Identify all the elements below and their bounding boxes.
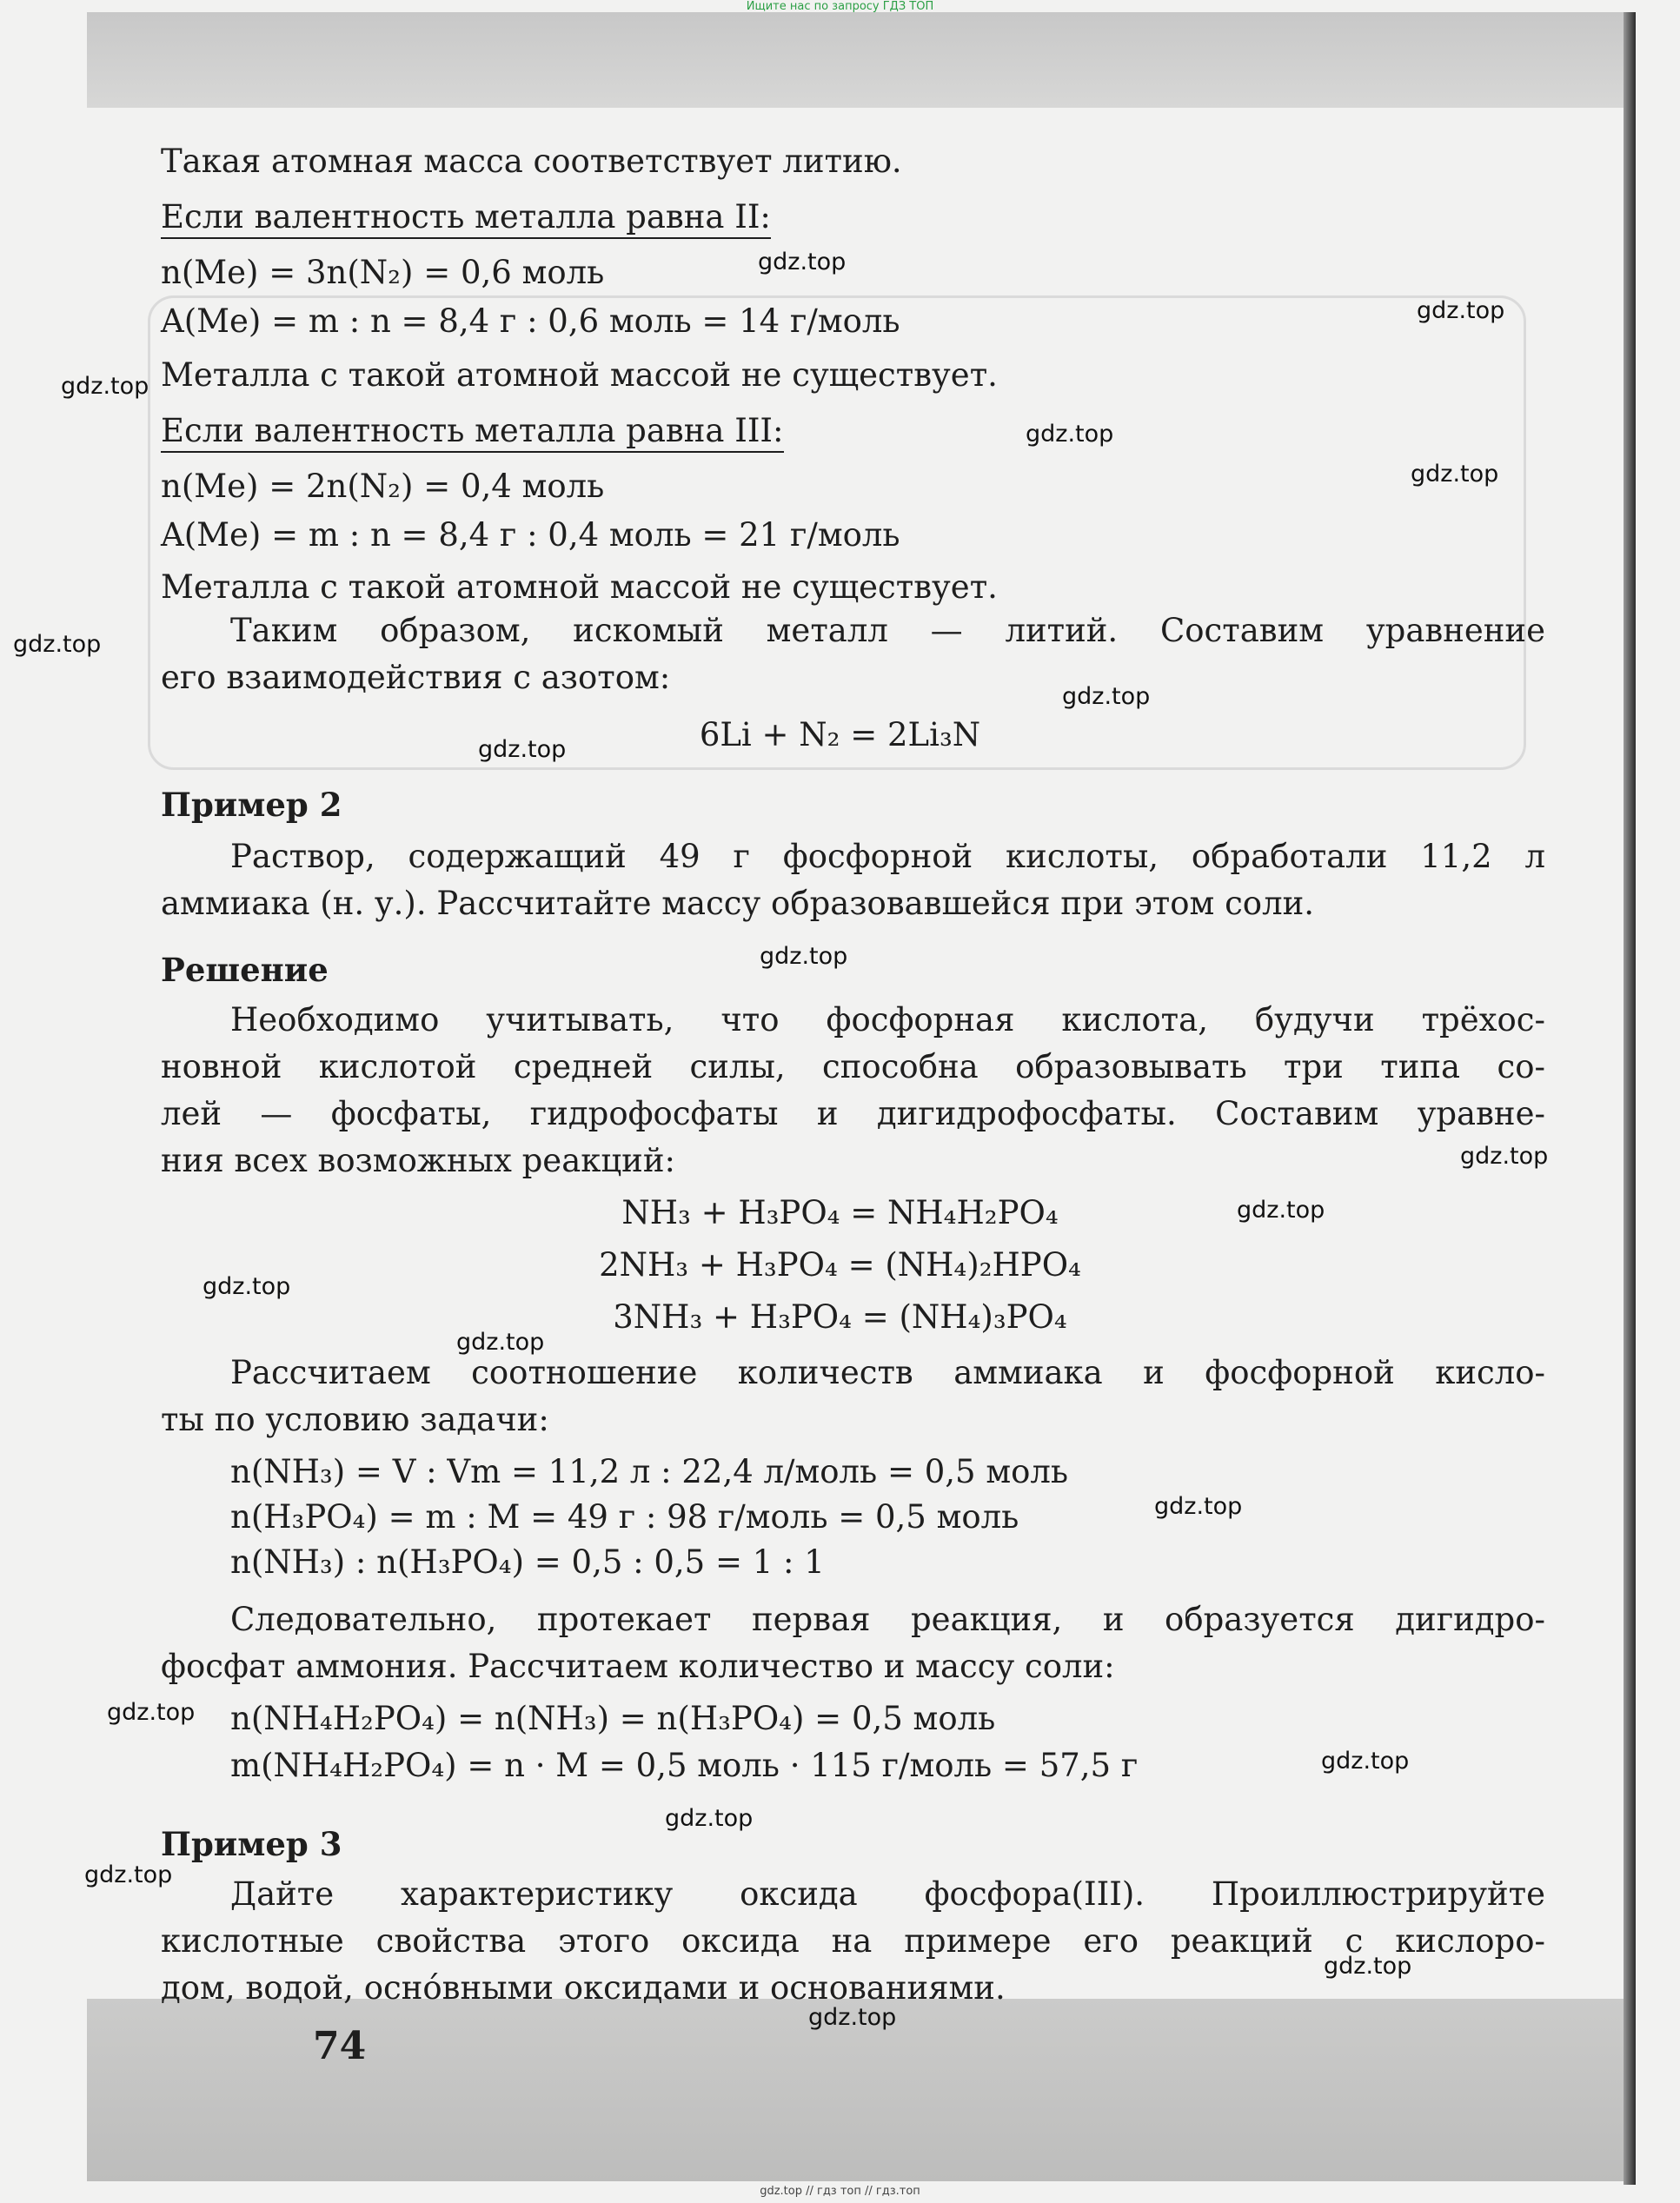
- watermark: gdz.top: [1411, 461, 1499, 488]
- subheading-valence-2: Если валентность металла равна II:: [161, 196, 1550, 238]
- reaction-equation: 3NH₃ + H₃PO₄ = (NH₄)₃PO₄: [613, 1298, 1067, 1336]
- watermark: gdz.top: [1324, 1953, 1412, 1980]
- text-line: ты по условию задачи:: [161, 1401, 549, 1438]
- reaction-equation: NH₃ + H₃PO₄ = NH₄H₂PO₄: [621, 1194, 1059, 1231]
- watermark: gdz.top: [758, 249, 847, 275]
- text-line: Такая атомная масса соответствует литию.: [161, 143, 902, 180]
- text-line: Следовательно, протекает первая реакция, и образуется дигидро-: [230, 1601, 1545, 1638]
- watermark: gdz.top: [84, 1861, 173, 1888]
- watermark: gdz.top: [1062, 683, 1151, 710]
- equation-line: n(H₃PO₄) = m : M = 49 г : 98 г/моль = 0,5 моль: [230, 1498, 1019, 1536]
- text-line: Металла с такой атомной массой не существует.: [161, 568, 998, 606]
- example-2-heading: Пример 2: [161, 786, 342, 824]
- text-line: ния всех возможных реакций:: [161, 1142, 675, 1179]
- reaction-equation: 6Li + N₂ = 2Li₃N: [699, 716, 981, 753]
- text-line: Таким образом, искомый металл — литий. Составим уравнение: [230, 612, 1545, 649]
- watermark: gdz.top: [1237, 1197, 1325, 1224]
- watermark: gdz.top: [1026, 421, 1114, 448]
- page-top-shadow: [87, 12, 1634, 108]
- text-line: лей — фосфаты, гидрофосфаты и дигидрофосфаты. Составим уравне-: [161, 1095, 1545, 1132]
- watermark: gdz.top: [13, 631, 102, 658]
- page-number: 74: [313, 2024, 367, 2068]
- watermark: gdz.top: [1417, 297, 1505, 324]
- watermark: gdz.top: [1321, 1748, 1410, 1775]
- text-line: новной кислотой средней силы, способна образовывать три типа со-: [161, 1048, 1545, 1085]
- text-line: Рассчитаем соотношение количеств аммиака и фосфорной кисло-: [230, 1354, 1545, 1391]
- watermark: gdz.top: [478, 736, 567, 763]
- watermark: gdz.top: [456, 1329, 545, 1356]
- text-line: Раствор, содержащий 49 г фосфорной кислоты, обработали 11,2 л: [230, 838, 1545, 875]
- text-line: дом, водой, осно́вными оксидами и основаниями.: [161, 1969, 1006, 2007]
- equation-line: n(NH₃) = V : Vm = 11,2 л : 22,4 л/моль = 0,5 моль: [230, 1453, 1069, 1490]
- watermark: gdz.top: [665, 1805, 754, 1832]
- watermark: gdz.top: [1154, 1493, 1243, 1520]
- watermark: gdz.top: [61, 373, 149, 400]
- watermark: gdz.top: [203, 1273, 291, 1300]
- equation-line: m(NH₄H₂PO₄) = n · M = 0,5 моль · 115 г/моль = 57,5 г: [230, 1747, 1139, 1784]
- equation-line: n(NH₃) : n(H₃PO₄) = 0,5 : 0,5 = 1 : 1: [230, 1543, 825, 1581]
- solution-heading: Решение: [161, 951, 329, 989]
- text-line: Металла с такой атомной массой не существует.: [161, 356, 998, 394]
- subheading-valence-3: Если валентность металла равна III:: [161, 410, 1550, 452]
- page-spine-edge: [1624, 12, 1636, 2185]
- text-line: фосфат аммония. Рассчитаем количество и массу соли:: [161, 1648, 1115, 1685]
- watermark: gdz.top: [760, 943, 848, 970]
- text-line: аммиака (н. у.). Рассчитайте массу образовавшейся при этом соли.: [161, 885, 1314, 922]
- text-line: его взаимодействия с азотом:: [161, 659, 671, 696]
- top-banner[interactable]: Ищите нас по запросу ГДЗ ТОП: [746, 0, 934, 13]
- text-line: кислотные свойства этого оксида на примере его реакций с кислоро-: [161, 1922, 1545, 1960]
- equation-line: n(Me) = 2n(N₂) = 0,4 моль: [161, 468, 605, 505]
- bottom-banner[interactable]: gdz.top // гдз топ // гдз.топ: [760, 2185, 920, 2198]
- text-line: Дайте характеристику оксида фосфора(III). Проиллюстрируйте: [230, 1875, 1545, 1913]
- equation-line: n(Me) = 3n(N₂) = 0,6 моль: [161, 254, 605, 291]
- watermark: gdz.top: [107, 1699, 196, 1726]
- equation-line: A(Me) = m : n = 8,4 г : 0,6 моль = 14 г/моль: [161, 302, 900, 340]
- example-3-heading: Пример 3: [161, 1825, 342, 1863]
- equation-line: n(NH₄H₂PO₄) = n(NH₃) = n(H₃PO₄) = 0,5 моль: [230, 1700, 996, 1737]
- reaction-equation: 2NH₃ + H₃PO₄ = (NH₄)₂HPO₄: [599, 1246, 1081, 1284]
- watermark: gdz.top: [1460, 1143, 1549, 1170]
- text-line: Необходимо учитывать, что фосфорная кислота, будучи трёхос-: [230, 1001, 1545, 1038]
- watermark: gdz.top: [808, 2004, 897, 2031]
- equation-line: A(Me) = m : n = 8,4 г : 0,4 моль = 21 г/моль: [161, 516, 900, 554]
